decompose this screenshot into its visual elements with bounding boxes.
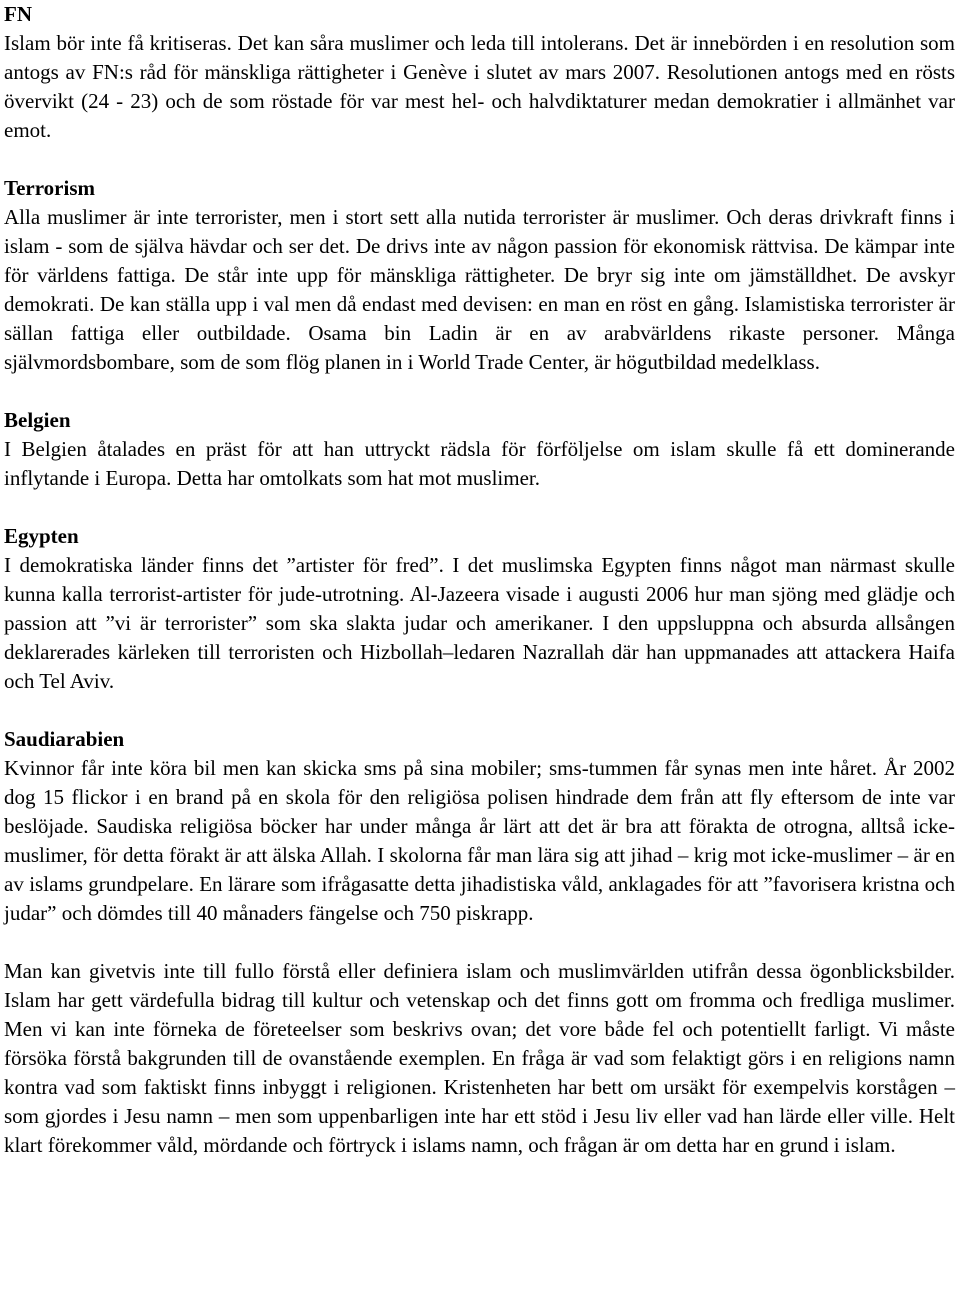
section-fn	[4, 0, 955, 145]
closing-paragraph: Man kan givetvis inte till fullo förstå eller definiera islam och muslimvärlden utifrån dessa ögonblicksbilder. Islam har gett värdefulla bidrag till kultur och vetenskap och det finns gott om fromma och fredliga muslimer. Men vi kan inte förneka de företeelser som beskrivs ovan; det vore både fel och potentiellt farligt. Vi måste försöka förstå bakgrunden till de ovanstående exemplen. En fråga är vad som felaktigt görs i en religions namn kontra vad som faktiskt finns inbyggt i religionen. Kristenheten har bett om ursäkt för exempelvis korstågen – som gjordes i Jesu namn – men som uppenbarligen inte har ett stöd i Jesu liv eller vad han lärde eller ville. Helt klart förekommer våld, mördande och förtryck i islams namn, och frågan är om detta har en grund i islam.	[4, 959, 955, 1157]
section-saudiarabien	[4, 725, 955, 1160]
section-paragraph: Islam bör inte få kritiseras. Det kan såra muslimer och leda till intolerans. Det är innebörden i en resolution som antogs av FN:s råd för mänskliga rättigheter i Genève i slutet av mars 2007. Resolutionen antogs med en rösts övervikt (24 - 23) och de som röstade för var mest hel- och halvdiktaturer medan demokratier i allmänhet var emot.	[4, 31, 955, 142]
section-heading: Terrorism	[4, 176, 95, 200]
document-page	[4, 0, 955, 1160]
section-belgien	[4, 406, 955, 493]
section-egypten	[4, 522, 955, 696]
section-heading: Saudiarabien	[4, 727, 125, 751]
section-paragraph: Alla muslimer är inte terrorister, men i stort sett alla nutida terrorister är muslimer. Och deras drivkraft finns i islam - som de själva hävdar och ser det. De drivs inte av någon passion för ekonomisk rättvisa. De kämpar inte för världens fattiga. De står inte upp för mänskliga rättigheter. De bryr sig inte om jämställdhet. De avskyr demokrati. De kan ställa upp i val men då endast med devisen: en man en röst en gång. Islamistiska terrorister är sällan fattiga eller outbildade. Osama bin Ladin är en av arabvärldens rikaste personer. Många självmordsbombare, som de som flög planen in i World Trade Center, är högutbildad medelklass.	[4, 205, 955, 374]
section-paragraph: I demokratiska länder finns det ”artister för fred”. I det muslimska Egypten finns något man närmast skulle kunna kalla terrorist-artister för jude-utrotning. Al-Jazeera visade i augusti 2006 hur man sjöng med glädje och passion att ”vi är terrorister” som ska slakta judar och amerikaner. I den uppsluppna och absurda allsången deklarerades kärleken till terroristen och Hizbollah–ledaren Nazrallah där han uppmanades att attackera Haifa och Tel Aviv.	[4, 553, 955, 693]
section-paragraph: I Belgien åtalades en präst för att han uttryckt rädsla för förföljelse om islam skulle få ett dominerande inflytande i Europa. Detta har omtolkats som hat mot muslimer.	[4, 437, 955, 490]
section-terrorism	[4, 174, 955, 377]
section-paragraph: Kvinnor får inte köra bil men kan skicka sms på sina mobiler; sms-tummen får synas men inte håret. År 2002 dog 15 flickor i en brand på en skola för den religiösa polisen hindrade dem från att fly eftersom de inte var beslöjade. Saudiska religiösa böcker har under många år lärt att det är bra att förakta de otrogna, alltså icke-muslimer, för detta förakt är att älska Allah. I skolorna får man lära sig att jihad – krig mot icke-muslimer – är en av islams grundpelare. En lärare som ifrågasatte detta jihadistiska våld, anklagades för att ”favorisera kristna och judar” och dömdes till 40 månaders fängelse och 750 piskrapp.	[4, 756, 955, 925]
section-heading: Egypten	[4, 524, 79, 548]
section-heading: Belgien	[4, 408, 71, 432]
section-heading: FN	[4, 2, 32, 26]
